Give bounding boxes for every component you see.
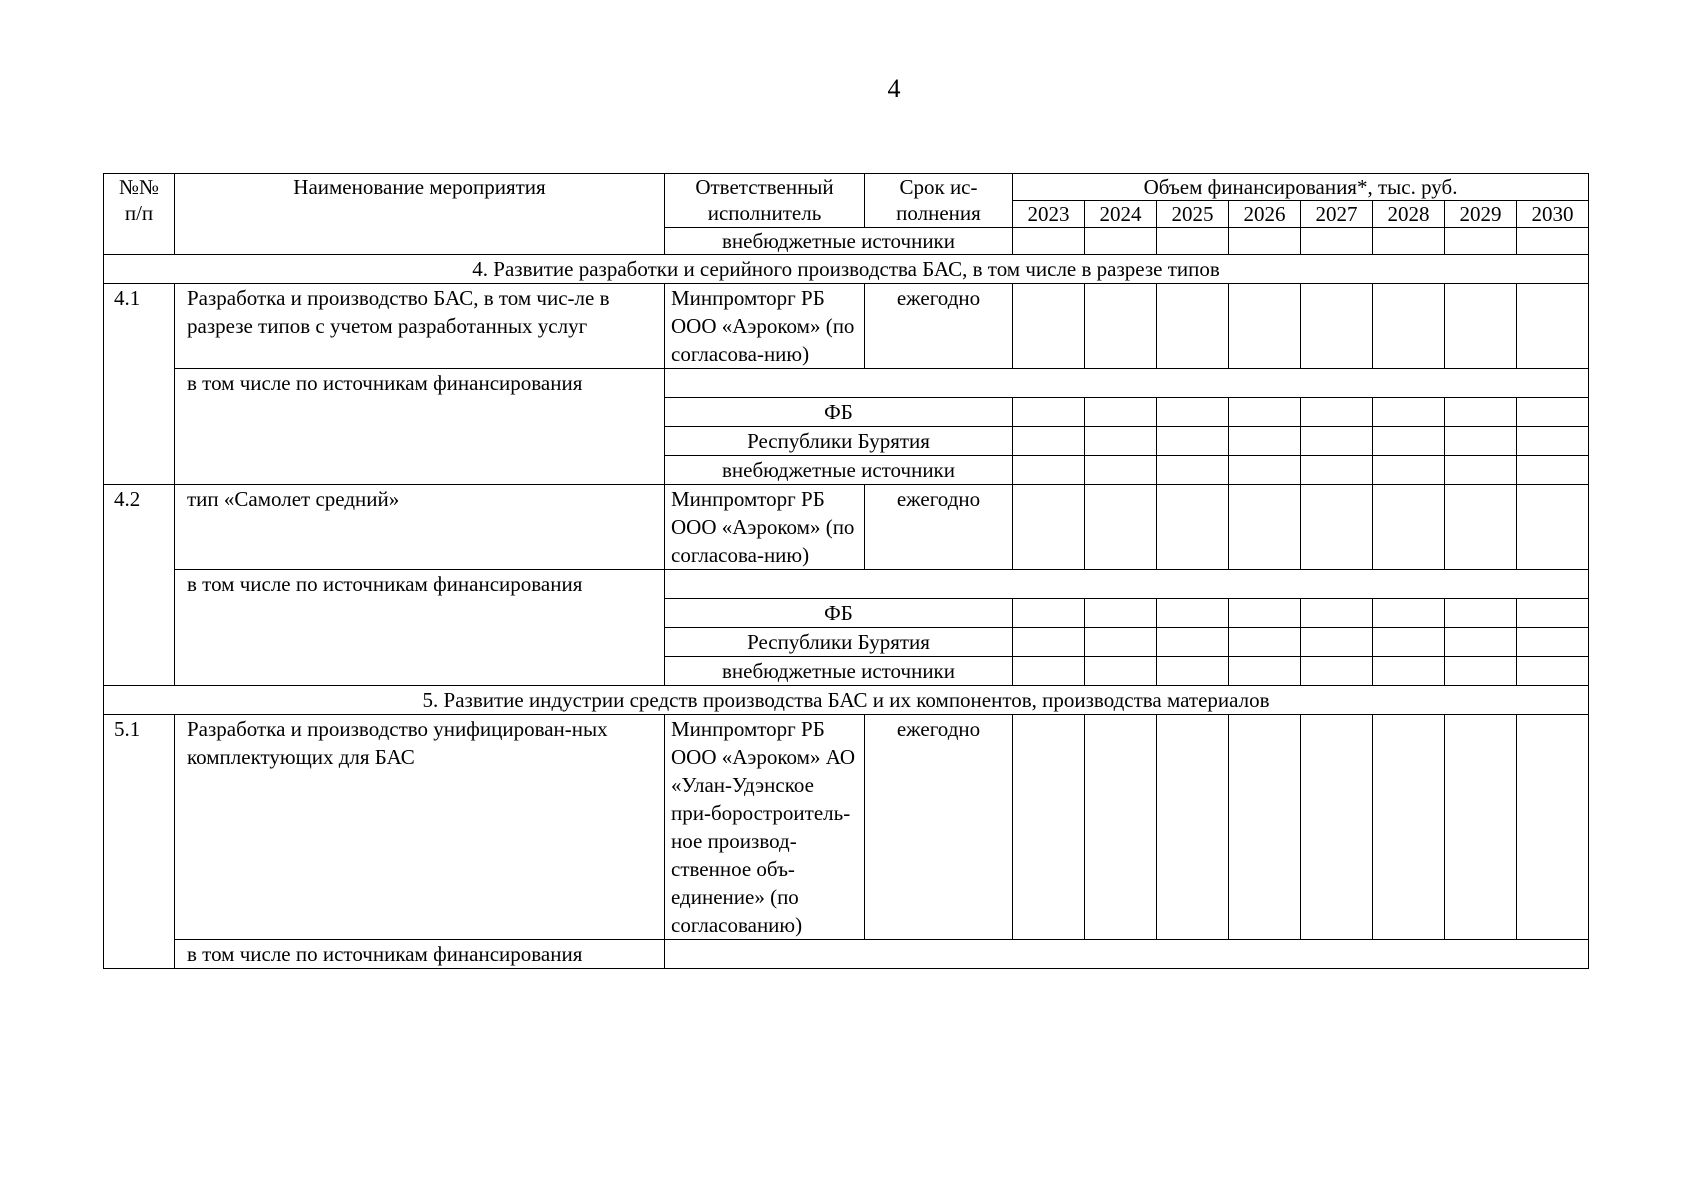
row-4-2-executor: Минпромторг РБ ООО «Аэроком» (по согласова-нию) — [665, 485, 865, 570]
row-4-1 — [104, 284, 1589, 369]
section-5-title: 5. Развитие индустрии средств производства БАС и их компонентов, производства материалов — [104, 686, 1589, 715]
year-2028: 2028 — [1373, 201, 1445, 228]
row-4-1-src-extra: внебюджетные источники — [665, 456, 1013, 485]
year-2023: 2023 — [1013, 201, 1085, 228]
financing-plan-table — [103, 173, 1589, 969]
row-5-1 — [104, 715, 1589, 940]
year-2025: 2025 — [1157, 201, 1229, 228]
header-executor: Ответственный исполнитель — [665, 174, 865, 228]
row-4-1-sources — [104, 369, 1589, 398]
row-4-2-sources — [104, 570, 1589, 599]
header-term: Срок ис-полнения — [865, 174, 1013, 228]
row-4-1-subtitle: в том числе по источникам финансирования — [175, 369, 665, 485]
section-4-title: 4. Развитие разработки и серийного производства БАС, в том числе в разрезе типов — [104, 255, 1589, 284]
header-financing: Объем финансирования*, тыс. руб. — [1013, 174, 1589, 201]
row-5-1-name: Разработка и производство унифицирован-ных комплектующих для БАС — [175, 715, 665, 940]
row-4-2-num: 4.2 — [104, 485, 175, 686]
row-4-2-src-rb: Республики Бурятия — [665, 628, 1013, 657]
row-5-1-sources — [104, 940, 1589, 969]
row-4-2-src-extra: внебюджетные источники — [665, 657, 1013, 686]
row-4-2 — [104, 485, 1589, 570]
year-2029: 2029 — [1445, 201, 1517, 228]
row-4-1-term: ежегодно — [865, 284, 1013, 369]
row-5-1-subtitle: в том числе по источникам финансирования — [175, 940, 665, 969]
row-4-2-subtitle: в том числе по источникам финансирования — [175, 570, 665, 686]
year-2026: 2026 — [1229, 201, 1301, 228]
row-4-1-src-rb: Республики Бурятия — [665, 427, 1013, 456]
row-4-1-src-fb: ФБ — [665, 398, 1013, 427]
year-2027: 2027 — [1301, 201, 1373, 228]
row-4-2-name: тип «Самолет средний» — [175, 485, 665, 570]
year-2030: 2030 — [1517, 201, 1589, 228]
page-number: 4 — [887, 74, 901, 103]
header-row-1 — [104, 174, 1589, 201]
row-4-1-num: 4.1 — [104, 284, 175, 485]
section-5-row — [104, 686, 1589, 715]
header-name: Наименование мероприятия — [175, 174, 665, 255]
row-5-1-num: 5.1 — [104, 715, 175, 969]
row-5-1-term: ежегодно — [865, 715, 1013, 940]
header-num: №№ п/п — [104, 174, 175, 255]
row-5-1-executor: Минпромторг РБ ООО «Аэроком» АО «Улан-Удэнское при-боростроитель-ное производ-ственное объ-единение» (по согласованию) — [665, 715, 865, 940]
year-2024: 2024 — [1085, 201, 1157, 228]
row-4-1-executor: Минпромторг РБ ООО «Аэроком» (по согласова-нию) — [665, 284, 865, 369]
row-4-2-term: ежегодно — [865, 485, 1013, 570]
header-extrabudget: внебюджетные источники — [665, 228, 1013, 255]
row-4-2-src-fb: ФБ — [665, 599, 1013, 628]
section-4-row — [104, 255, 1589, 284]
row-4-1-name: Разработка и производство БАС, в том чис-ле в разрезе типов с учетом разработанных услуг — [175, 284, 665, 369]
